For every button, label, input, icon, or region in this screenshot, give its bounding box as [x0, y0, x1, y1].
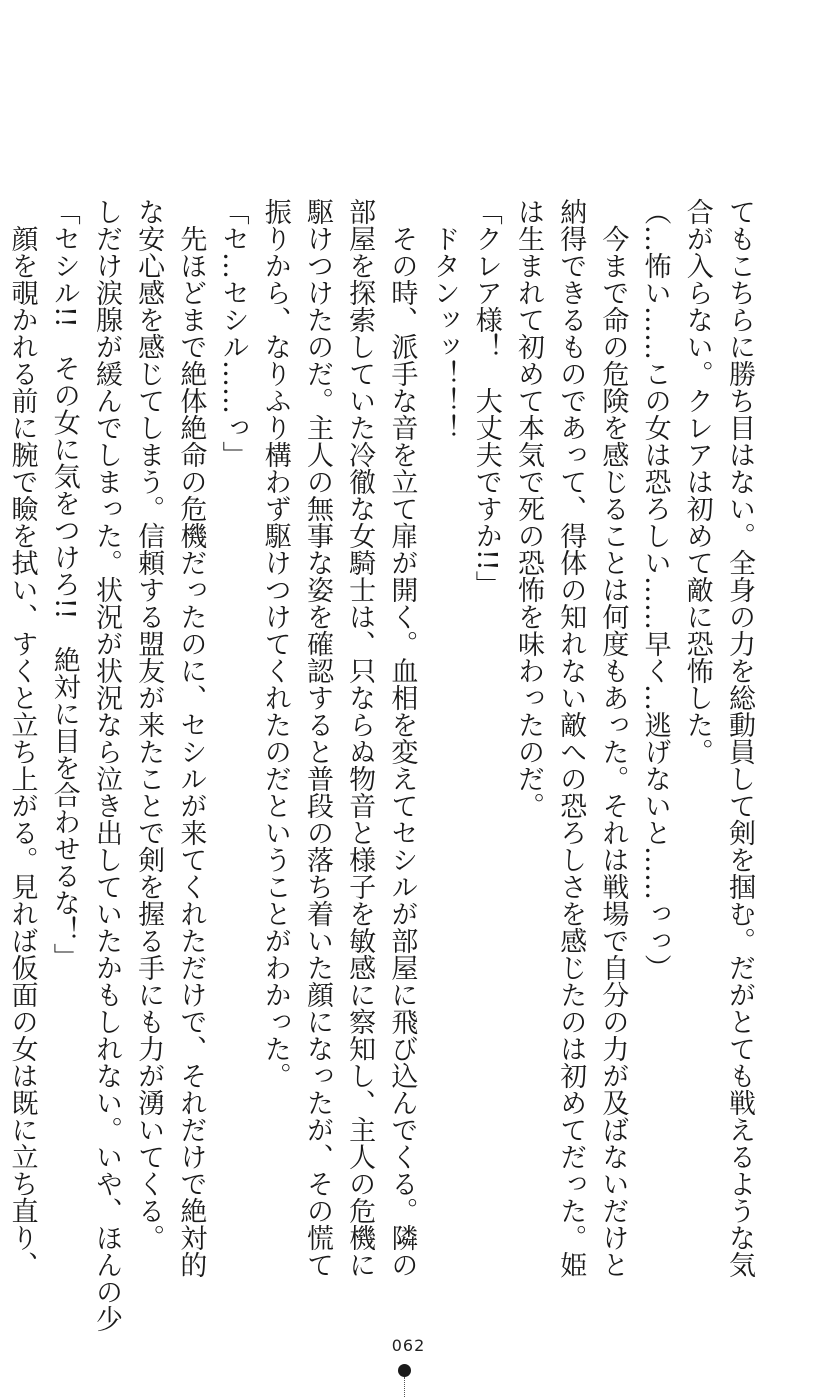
text-line: 顔を覗かれる前に腕で瞼を拭い、すくと立ち上がる。見れば仮面の女は既に立ち直り、	[6, 198, 38, 1278]
page-marker-dot	[398, 1364, 411, 1377]
text-line: 先ほどまで絶体絶命の危機だったのに、セシルが来てくれただけで、それだけで絶対的	[175, 198, 207, 1278]
text-line: （…怖い……この女は恐ろしい……早く…逃げないと……っっ）	[639, 198, 671, 981]
text-line: 部屋を探索していた冷徹な女騎士は、只ならぬ物音と様子を敏感に察知し、主人の危機に	[344, 198, 376, 1278]
text-line: 合が入らない。クレアは初めて敵に恐怖した。	[681, 198, 713, 765]
text-line: は生まれて初めて本気で死の恐怖を味わったのだ。	[512, 198, 544, 819]
text-line: その時、派手な音を立て扉が開く。血相を変えてセシルが部屋に飛び込んでくる。隣の	[386, 198, 418, 1278]
text-line: ドタンッッ！！！	[428, 198, 460, 441]
text-line: 納得できるものであって、得体の知れない敵への恐ろしさを感じたのは初めてだった。姫	[555, 198, 587, 1278]
text-line: な安心感を感じてしまう。信頼する盟友が来たことで剣を握る手にも力が湧いてくる。	[133, 198, 165, 1251]
vertical-text-body	[0, 198, 760, 1332]
text-line: 「クレア様！ 大丈夫ですか!!」	[470, 198, 502, 598]
page-number: 062	[391, 1336, 426, 1355]
text-line: 「セシル!! その女に気をつけろ!! 絶対に目を合わせるな！」	[48, 198, 80, 971]
text-line: 「セ…セシル……っ」	[217, 198, 249, 468]
text-line: 今まで命の危険を感じることは何度もあった。それは戦場で自分の力が及ばないだけと	[597, 198, 629, 1278]
text-line: 振りから、なりふり構わず駆けつけてくれたのだということがわかった。	[259, 198, 291, 1089]
text-line: 駆けつけたのだ。主人の無事な姿を確認すると普段の落ち着いた顔になったが、その慌て	[301, 198, 333, 1278]
page-marker-line	[404, 1377, 406, 1397]
text-line: てもこちらに勝ち目はない。全身の力を総動員して剣を掴む。だがとても戦えるような気	[724, 198, 755, 1278]
text-line: しだけ涙腺が緩んでしまった。状況が状況なら泣き出していたかもしれない。いや、ほんの少	[90, 198, 122, 1332]
